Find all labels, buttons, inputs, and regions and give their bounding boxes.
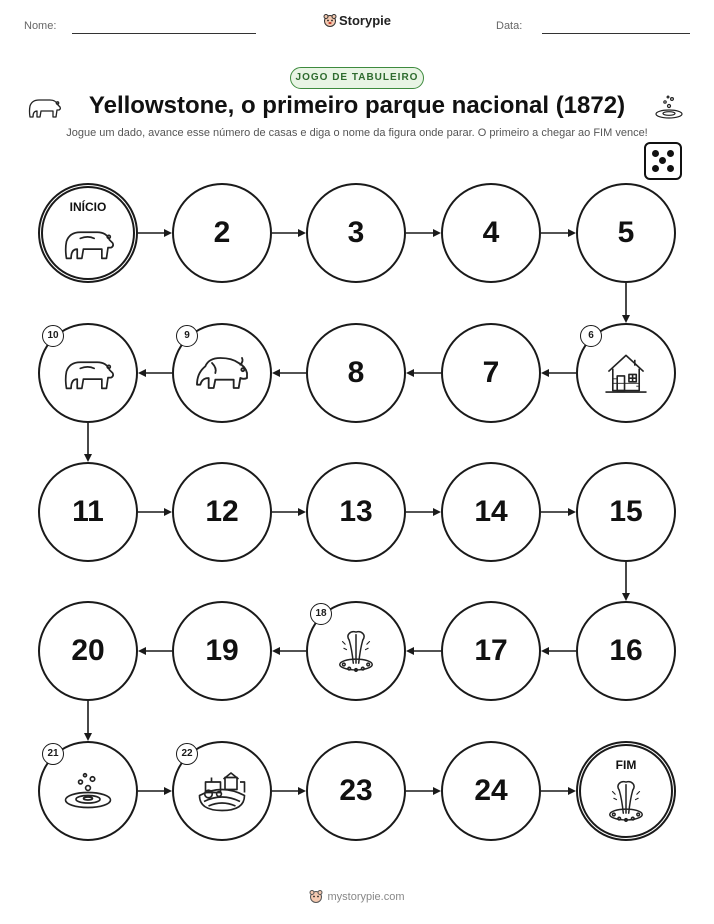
arrow-head-icon: [298, 229, 306, 237]
arrow-head-icon: [433, 229, 441, 237]
footer: [0, 889, 714, 903]
arrow-head-icon: [406, 369, 414, 377]
space-number: 5: [617, 216, 635, 249]
space-number: 8: [347, 356, 365, 389]
cabin-icon: [604, 351, 648, 400]
arrow-head-icon: [138, 647, 146, 655]
geyser-icon: [335, 628, 377, 679]
space-number: 11: [72, 495, 104, 528]
space-12: [172, 462, 272, 562]
arrow-head-icon: [622, 315, 630, 323]
storypie-logo-icon: [309, 889, 323, 903]
hot-spring-icon: [61, 771, 115, 816]
space-finish: [576, 741, 676, 841]
space-number: 3: [347, 216, 365, 249]
arrow-head-icon: [272, 647, 280, 655]
farmland-icon: [195, 768, 249, 819]
space-number: 16: [609, 634, 643, 667]
space-label: INÍCIO: [69, 200, 107, 214]
instructions: Jogue um dado, avance esse número de casas e diga o nome da figura onde parar. O primeiro a chegar ao FIM vence!: [66, 127, 648, 139]
arrow-head-icon: [272, 369, 280, 377]
space-24: [441, 741, 541, 841]
page-title: Yellowstone, o primeiro parque nacional (1872): [88, 92, 626, 119]
space-5: [576, 183, 676, 283]
space-number-badge: 21: [42, 743, 64, 765]
arrow-head-icon: [541, 369, 549, 377]
space-20: [38, 601, 138, 701]
arrow-head-icon: [622, 593, 630, 601]
space-4: [441, 183, 541, 283]
space-number: 2: [213, 216, 231, 249]
arrow-head-icon: [164, 508, 172, 516]
arrow-head-icon: [138, 369, 146, 377]
space-number: 19: [205, 634, 239, 667]
arrow-head-icon: [164, 229, 172, 237]
space-number: 20: [71, 634, 105, 667]
space-number: 23: [339, 774, 373, 807]
space-23: [306, 741, 406, 841]
arrow-head-icon: [84, 733, 92, 741]
space-17: [441, 601, 541, 701]
arrow-head-icon: [433, 787, 441, 795]
space-13: [306, 462, 406, 562]
arrow-head-icon: [298, 508, 306, 516]
bear-icon: [60, 353, 116, 398]
space-number: 15: [609, 495, 643, 528]
space-number: 4: [482, 216, 500, 249]
space-number-badge: 10: [42, 325, 64, 347]
space-14: [441, 462, 541, 562]
date-label: Data:: [496, 20, 523, 32]
space-16: [576, 601, 676, 701]
arrow-head-icon: [541, 647, 549, 655]
bear-icon: [60, 223, 116, 268]
space-number-badge: 6: [580, 325, 602, 347]
space-number-badge: 22: [176, 743, 198, 765]
name-label: Nome:: [24, 20, 57, 32]
arrow-head-icon: [433, 508, 441, 516]
bison-icon: [192, 353, 252, 398]
geyser-icon: [605, 778, 647, 829]
space-number-badge: 9: [176, 325, 198, 347]
space-number: 13: [339, 495, 373, 528]
space-3: [306, 183, 406, 283]
space-8: [306, 323, 406, 423]
space-number-badge: 18: [310, 603, 332, 625]
space-number: 7: [482, 356, 500, 389]
space-number: 24: [474, 774, 508, 807]
space-2: [172, 183, 272, 283]
arrow-head-icon: [568, 787, 576, 795]
space-19: [172, 601, 272, 701]
space-11: [38, 462, 138, 562]
space-15: [576, 462, 676, 562]
space-number: 17: [474, 634, 508, 667]
arrow-head-icon: [568, 508, 576, 516]
space-number: 12: [205, 495, 239, 528]
brand-name: Storypie: [338, 13, 391, 28]
arrow-head-icon: [298, 787, 306, 795]
space-start: [38, 183, 138, 283]
space-number: 14: [474, 495, 508, 528]
arrow-head-icon: [568, 229, 576, 237]
arrow-head-icon: [164, 787, 172, 795]
space-7: [441, 323, 541, 423]
space-label: FIM: [615, 758, 637, 772]
footer-url[interactable]: mystorypie.com: [327, 891, 405, 903]
game-type-badge: JOGO DE TABULEIRO: [290, 67, 424, 89]
arrow-head-icon: [406, 647, 414, 655]
arrow-head-icon: [84, 454, 92, 462]
